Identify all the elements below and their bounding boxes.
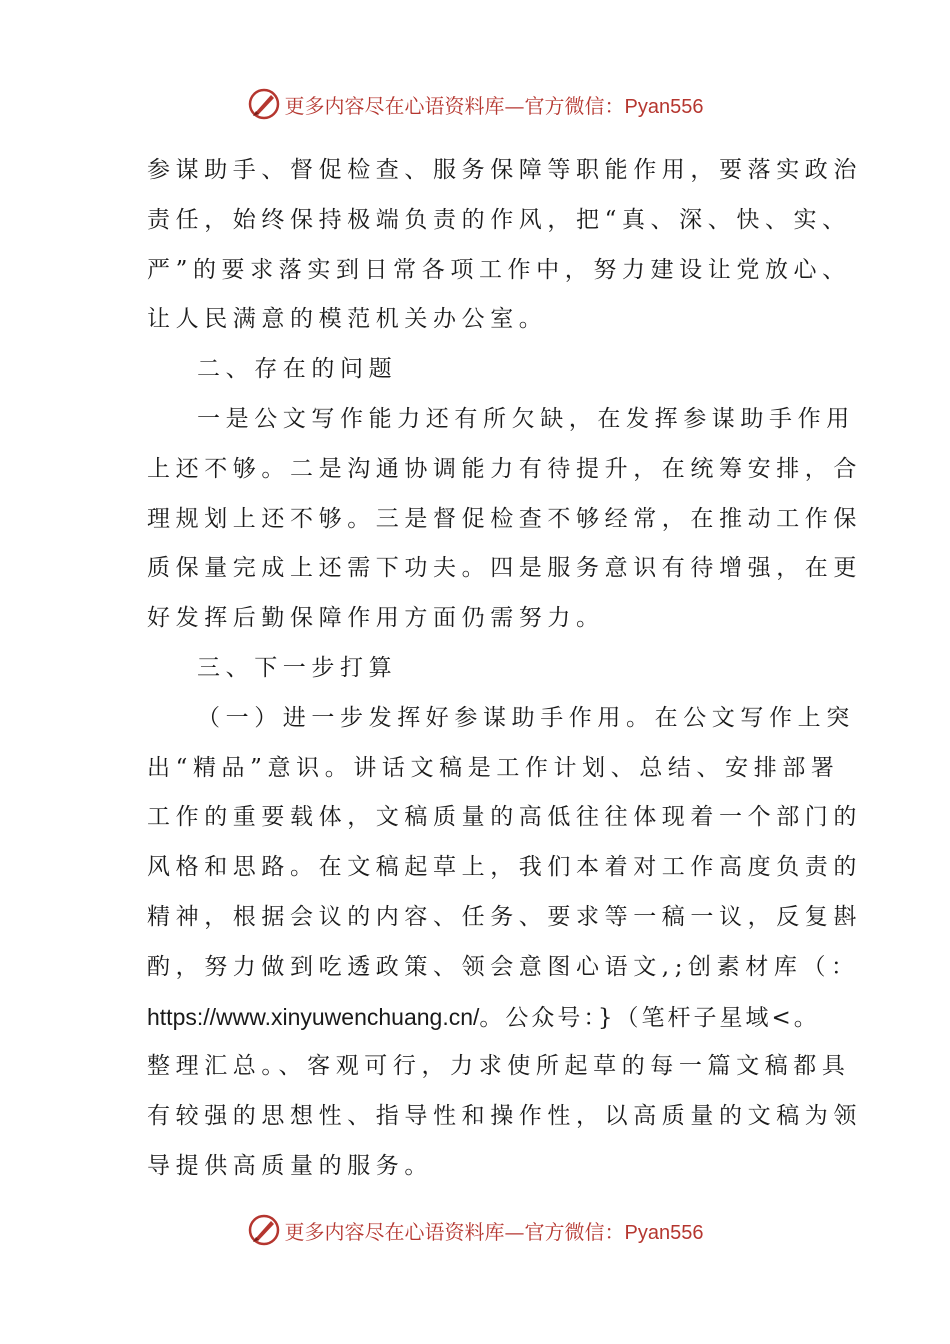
paragraph-line: 严”的要求落实到日常各项工作中，努力建设让党放心、 bbox=[147, 256, 851, 283]
paragraph-line: 好发挥后勤保障作用方面仍需努力。 bbox=[147, 605, 605, 632]
paragraph-line: 工作的重要载体，文稿质量的高低往往体现着一个部门的 bbox=[147, 804, 862, 831]
paragraph-line: 质保量完成上还需下功夫。四是服务意识有待增强，在更 bbox=[147, 555, 862, 582]
paragraph-line: 参谋助手、督促检查、服务保障等职能作用，要落实政治 bbox=[147, 157, 862, 183]
footer-banner-text: 更多内容尽在心语资料库—官方微信：Pyan556 bbox=[284, 1219, 704, 1244]
paragraph-line: 上还不够。二是沟通协调能力有待提升，在统筹安排，合 bbox=[147, 455, 862, 482]
paragraph-line: 风格和思路。在文稿起草上，我们本着对工作高度负责的 bbox=[147, 854, 862, 881]
paragraph-line: 一是公文写作能力还有所欠缺，在发挥参谋助手作用 bbox=[197, 405, 855, 432]
section-heading: 三、下一步打算 bbox=[197, 654, 398, 681]
paragraph-line: 精神，根据会议的内容、任务、要求等一稿一议，反复斟 bbox=[147, 903, 862, 930]
paragraph-line: 理规划上还不够。三是督促检查不够经常，在推动工作保 bbox=[147, 505, 862, 532]
paragraph-line: 有较强的思想性、指导性和操作性，以高质量的文稿为领 bbox=[147, 1103, 862, 1130]
pen-logo-icon bbox=[247, 1213, 281, 1247]
website-url: https://www.xinyuwenchuang.cn/ bbox=[147, 1003, 480, 1030]
paragraph-line: 酌，努力做到吃透政策、领会意图心语文,;创素材库（： bbox=[147, 953, 860, 980]
document-body bbox=[147, 146, 862, 1192]
footer-banner bbox=[0, 1210, 950, 1250]
header-banner bbox=[0, 84, 950, 124]
pen-logo-icon bbox=[247, 87, 281, 121]
paragraph-line: 导提供高质量的服务。 bbox=[147, 1152, 433, 1179]
paragraph-line: 责任，始终保持极端负责的作风，把“真、深、快、实、 bbox=[147, 206, 851, 233]
paragraph-line: 出“精品”意识。讲话文稿是工作计划、总结、安排部署 bbox=[147, 754, 840, 781]
paragraph-line: （一）进一步发挥好参谋助手作用。在公文写作上突 bbox=[197, 704, 855, 731]
paragraph-line: 整理汇总。、客观可行，力求使所起草的每一篇文稿都具 bbox=[147, 1053, 851, 1080]
paragraph-line-with-url: https://www.xinyuwenchuang.cn/。公众号：}（笔杆子星域<。 bbox=[147, 1003, 820, 1031]
paragraph-line: 让人民满意的模范机关办公室。 bbox=[147, 306, 548, 333]
header-banner-text: 更多内容尽在心语资料库—官方微信：Pyan556 bbox=[284, 93, 704, 118]
section-heading: 二、存在的问题 bbox=[197, 356, 398, 383]
